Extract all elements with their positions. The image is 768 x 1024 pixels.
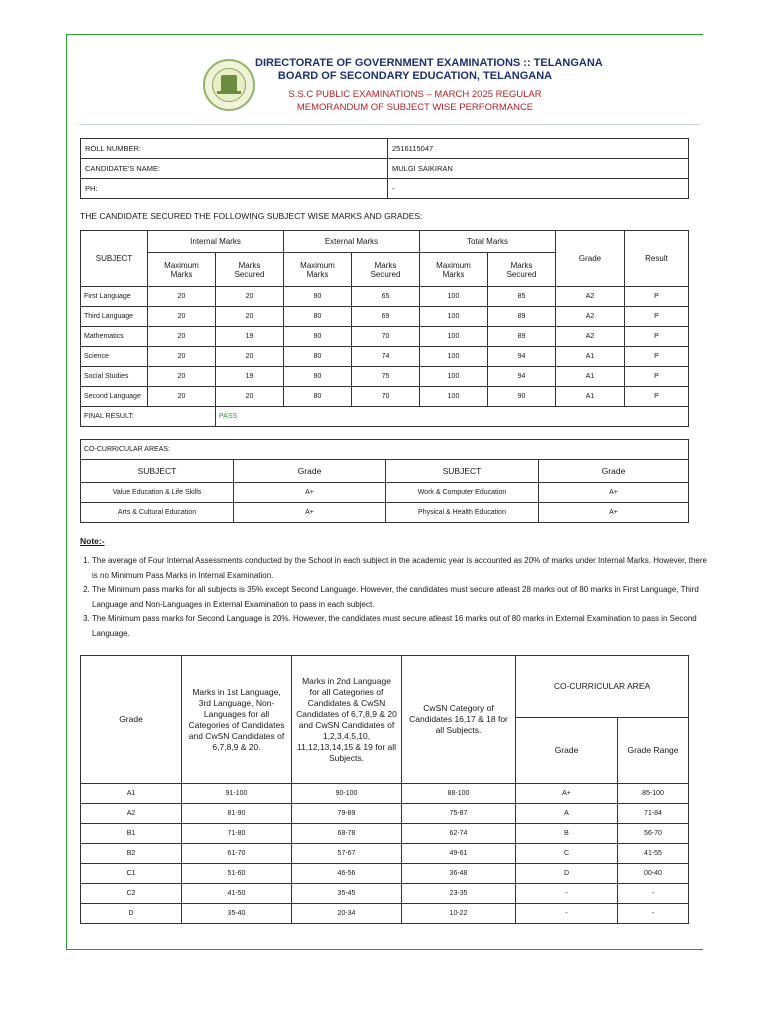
cell: - [618, 884, 689, 904]
cell: 62-74 [402, 824, 516, 844]
cell: 75 [352, 367, 420, 387]
notes-title: Note:- [80, 536, 105, 546]
memorandum-frame [66, 34, 707, 950]
cell: 35-40 [182, 904, 292, 924]
marks-secured-header: Marks Secured [352, 253, 420, 287]
final-result-label: FINAL RESULT: [81, 407, 216, 427]
result-cell: P [625, 307, 689, 327]
subject-cell: Science [81, 347, 148, 367]
gs-cocurricular-header: CO-CURRICULAR AREA [516, 656, 689, 718]
subject-header: SUBJECT [81, 231, 148, 287]
cc-subject-cell: Work & Computer Education [386, 483, 539, 503]
gs-cc-range-header: Grade Range [618, 718, 689, 784]
cell: 41-55 [618, 844, 689, 864]
cell: C1 [81, 864, 182, 884]
table-row [81, 904, 689, 924]
cell: - [516, 884, 618, 904]
cc-grade-cell: A+ [539, 483, 689, 503]
cell: 100 [420, 367, 488, 387]
table-row [81, 483, 689, 503]
table-row [81, 824, 689, 844]
cc-grade-cell: A+ [234, 483, 386, 503]
subject-cell: Mathematics [81, 327, 148, 347]
cell: 89 [488, 327, 556, 347]
gs-cc-grade-header: Grade [516, 718, 618, 784]
total-marks-header: Total Marks [420, 231, 556, 253]
grade-scale-table [80, 655, 689, 924]
co-curricular-table [80, 439, 689, 523]
cell: 90 [488, 387, 556, 407]
cell: 94 [488, 367, 556, 387]
cell: 68-78 [292, 824, 402, 844]
marks-secured-header: Marks Secured [216, 253, 284, 287]
cell: 19 [216, 327, 284, 347]
cell: 80 [284, 307, 352, 327]
cc-subject-cell: Value Education & Life Skills [81, 483, 234, 503]
cell: C2 [81, 884, 182, 904]
final-result-value: PASS [216, 407, 689, 427]
table-row [81, 179, 689, 199]
cell: 100 [420, 347, 488, 367]
cell: 00-40 [618, 864, 689, 884]
note-item: 2. The Minimum pass marks for all subjects is 35% except Second Language. However, the candidates must secure atleast 28 marks out of 80 marks in First Language, Third Language and Non-Languages in External Examination to pass in each subject. [92, 583, 707, 612]
cell: 94 [488, 347, 556, 367]
cell: 51-60 [182, 864, 292, 884]
candidate-name-value: MULGI SAIKIRAN [388, 159, 689, 179]
cc-subject-cell: Arts & Cultural Education [81, 503, 234, 523]
cell: 81-90 [182, 804, 292, 824]
table-row [81, 139, 689, 159]
cell: B [516, 824, 618, 844]
co-curricular-title: CO-CURRICULAR AREAS: [81, 440, 689, 460]
cell: 20 [216, 387, 284, 407]
table-row [81, 307, 689, 327]
marks-section-title: THE CANDIDATE SECURED THE FOLLOWING SUBJECT WISE MARKS AND GRADES: [80, 211, 423, 221]
marks-secured-header: Marks Secured [488, 253, 556, 287]
cell: 100 [420, 287, 488, 307]
cell: 20 [148, 327, 216, 347]
max-marks-header: Maximum Marks [148, 253, 216, 287]
telangana-emblem-logo [203, 59, 255, 111]
directorate-title: DIRECTORATE OF GOVERNMENT EXAMINATIONS :: TELANGANA [255, 57, 603, 69]
cell: 20-34 [292, 904, 402, 924]
cell: D [516, 864, 618, 884]
memorandum-title: MEMORANDUM OF SUBJECT WISE PERFORMANCE [296, 102, 534, 113]
cell: 20 [148, 367, 216, 387]
table-row [81, 784, 689, 804]
cell: 36-48 [402, 864, 516, 884]
cc-grade-cell: A+ [539, 503, 689, 523]
subject-cell: First Language [81, 287, 148, 307]
header-divider [79, 124, 701, 125]
subject-marks-table [80, 230, 689, 427]
table-row [81, 804, 689, 824]
cell: 85 [488, 287, 556, 307]
cell: 57-67 [292, 844, 402, 864]
cell: 20 [148, 387, 216, 407]
table-row [81, 159, 689, 179]
gs-col2-header: Marks in 2nd Language for all Categories of Candidates & CwSN Candidates of 6,7,8,9 & 20 and CwSN Candidates of 1,2,3,4,5,10, 11,12,13,14,15 & 19 for all Subjects. [292, 656, 402, 784]
cell: 88-100 [402, 784, 516, 804]
cell: 65 [352, 287, 420, 307]
table-row [81, 503, 689, 523]
cell: 100 [420, 327, 488, 347]
cell: 70 [352, 387, 420, 407]
cell: 46-56 [292, 864, 402, 884]
external-marks-header: External Marks [284, 231, 420, 253]
internal-marks-header: Internal Marks [148, 231, 284, 253]
cell: 80 [284, 327, 352, 347]
result-cell: P [625, 287, 689, 307]
cell: 80 [284, 347, 352, 367]
result-cell: P [625, 327, 689, 347]
table-row [81, 367, 689, 387]
cell: A1 [81, 784, 182, 804]
cell: A+ [516, 784, 618, 804]
candidate-name-label: CANDIDATE'S NAME: [81, 159, 388, 179]
cc-grade-header: Grade [234, 460, 386, 483]
table-row [81, 287, 689, 307]
max-marks-header: Maximum Marks [420, 253, 488, 287]
cell: 20 [216, 287, 284, 307]
cell: 89 [488, 307, 556, 327]
exam-title: S.S.C PUBLIC EXAMINATIONS – MARCH 2025 REGULAR [288, 89, 542, 100]
cell: 80 [284, 387, 352, 407]
cell: 90-100 [292, 784, 402, 804]
cc-subject-header: SUBJECT [81, 460, 234, 483]
gs-col1-header: Marks in 1st Language, 3rd Language, Non-Languages for all Categories of Candidates and CwSN Candidates of 6,7,8,9 & 20. [182, 656, 292, 784]
cell: 100 [420, 387, 488, 407]
cc-grade-cell: A+ [234, 503, 386, 523]
cell: 75-87 [402, 804, 516, 824]
cell: 74 [352, 347, 420, 367]
roll-number-label: ROLL NUMBER: [81, 139, 388, 159]
cell: C [516, 844, 618, 864]
result-cell: P [625, 387, 689, 407]
cell: 69 [352, 307, 420, 327]
cell: 35-45 [292, 884, 402, 904]
grade-cell: A1 [556, 347, 625, 367]
cell: A [516, 804, 618, 824]
note-item: 1. The average of Four Internal Assessments conducted by the School in each subject in the academic year is accounted as 20% of marks under Internal Marks. However, there is no Minimum Pass Marks in Internal Examination. [92, 554, 707, 583]
notes-list [80, 554, 707, 642]
cell: 23-35 [402, 884, 516, 904]
cell: 85-100 [618, 784, 689, 804]
result-header: Result [625, 231, 689, 287]
ph-label: PH: [81, 179, 388, 199]
cell: 71-80 [182, 824, 292, 844]
note-item: 3. The Minimum pass marks for Second Language is 20%. However, the candidates must secure atleast 16 marks out of 80 marks in External Examination to pass in Second Language. [92, 612, 707, 641]
result-cell: P [625, 367, 689, 387]
table-row [81, 327, 689, 347]
cell: 91-100 [182, 784, 292, 804]
cell: - [516, 904, 618, 924]
cell: A2 [81, 804, 182, 824]
final-result-row [81, 407, 689, 427]
cell: 20 [216, 347, 284, 367]
cc-subject-cell: Physical & Health Education [386, 503, 539, 523]
table-row [81, 884, 689, 904]
table-row [81, 864, 689, 884]
cell: 20 [148, 347, 216, 367]
result-cell: P [625, 347, 689, 367]
grade-cell: A2 [556, 307, 625, 327]
grade-cell: A1 [556, 367, 625, 387]
candidate-info-table [80, 138, 689, 199]
grade-header: Grade [556, 231, 625, 287]
cell: 71-84 [618, 804, 689, 824]
grade-cell: A2 [556, 287, 625, 307]
grade-cell: A1 [556, 387, 625, 407]
table-row [81, 844, 689, 864]
cell: B2 [81, 844, 182, 864]
cell: 79-89 [292, 804, 402, 824]
table-row [81, 387, 689, 407]
cell: 49-61 [402, 844, 516, 864]
cell: 80 [284, 367, 352, 387]
subject-cell: Second Language [81, 387, 148, 407]
cell: 80 [284, 287, 352, 307]
cell: B1 [81, 824, 182, 844]
cell: 41-50 [182, 884, 292, 904]
cell: 10-22 [402, 904, 516, 924]
document-header [67, 35, 703, 127]
subject-cell: Social Studies [81, 367, 148, 387]
table-row [81, 347, 689, 367]
gs-grade-header: Grade [81, 656, 182, 784]
subject-cell: Third Language [81, 307, 148, 327]
ph-value: - [388, 179, 689, 199]
cell: - [618, 904, 689, 924]
cc-subject-header: SUBJECT [386, 460, 539, 483]
cell: 56-70 [618, 824, 689, 844]
grade-cell: A2 [556, 327, 625, 347]
roll-number-value: 2516115047 [388, 139, 689, 159]
cell: D [81, 904, 182, 924]
board-title: BOARD OF SECONDARY EDUCATION, TELANGANA [277, 70, 553, 82]
cell: 20 [148, 287, 216, 307]
gs-col3-header: CwSN Category of Candidates 16,17 & 18 for all Subjects. [402, 656, 516, 784]
cc-grade-header: Grade [539, 460, 689, 483]
cell: 70 [352, 327, 420, 347]
cell: 100 [420, 307, 488, 327]
max-marks-header: Maximum Marks [284, 253, 352, 287]
cell: 61-70 [182, 844, 292, 864]
cell: 19 [216, 367, 284, 387]
cell: 20 [216, 307, 284, 327]
cell: 20 [148, 307, 216, 327]
